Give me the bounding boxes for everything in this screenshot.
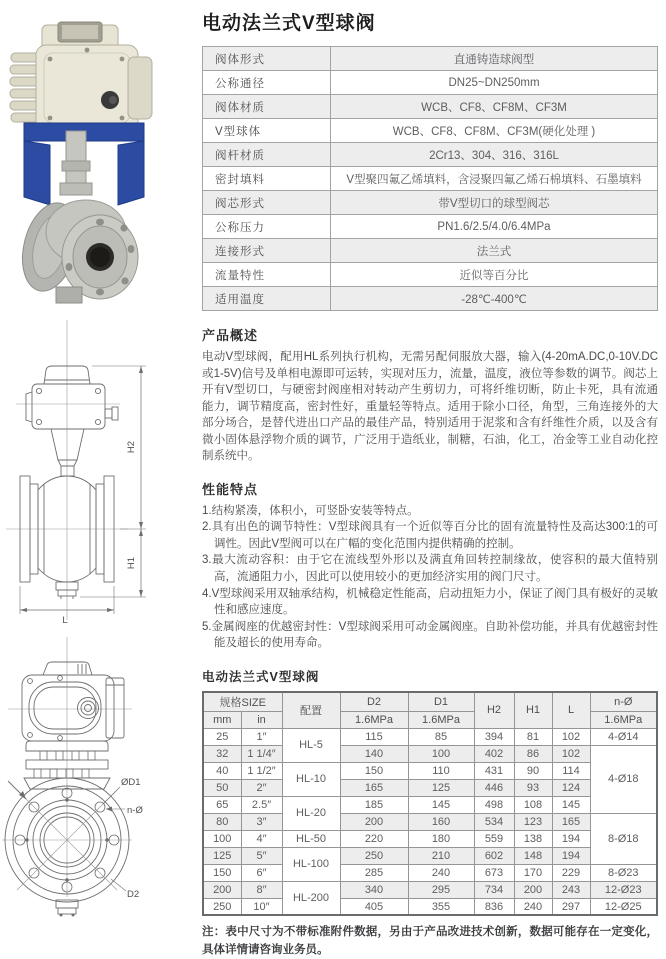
front-view-svg <box>0 312 196 628</box>
overview-section <box>202 325 658 465</box>
dim-n: 4-Ø18 <box>590 745 657 813</box>
spec-value: 带V型切口的球型阀芯 <box>331 191 658 215</box>
spec-label: 流量特性 <box>203 263 331 287</box>
spec-value: -28℃-400℃ <box>331 287 658 311</box>
dim-h2: 534 <box>474 813 514 830</box>
dimension-table <box>202 691 658 917</box>
dim-l: 145 <box>552 796 590 813</box>
dim-l: 229 <box>552 864 590 881</box>
dim-d1: 100 <box>408 745 474 762</box>
dim-in: 1″ <box>241 728 282 745</box>
dim-in: 8″ <box>241 881 282 898</box>
header-config: 配置 <box>282 692 340 729</box>
dim-h1: 123 <box>514 813 552 830</box>
dim-in: 1 1/4″ <box>241 745 282 762</box>
dim-d1: 110 <box>408 762 474 779</box>
dim-h1: 86 <box>514 745 552 762</box>
header-mm: mm <box>203 711 241 728</box>
spec-label: 阀芯形式 <box>203 191 331 215</box>
features-section <box>202 479 658 652</box>
dim-d1: 180 <box>408 830 474 847</box>
spec-value: 直通铸造球阀型 <box>331 47 658 71</box>
spec-value: 2Cr13、304、316、316L <box>331 143 658 167</box>
header-press-d1: 1.6MPa <box>408 711 474 728</box>
dim-in: 2.5″ <box>241 796 282 813</box>
dim-in: 10″ <box>241 898 282 915</box>
dim-d2: 165 <box>340 779 408 796</box>
dim-d2: 250 <box>340 847 408 864</box>
dim-h2: 402 <box>474 745 514 762</box>
dim-row <box>203 847 657 864</box>
dim-mm: 50 <box>203 779 241 796</box>
dim-in: 2″ <box>241 779 282 796</box>
spec-value: V型聚四氟乙烯填料，含浸聚四氟乙烯石棉填料、石墨填料 <box>331 167 658 191</box>
dim-l: 194 <box>552 847 590 864</box>
dim-row <box>203 881 657 898</box>
features-list <box>202 503 658 652</box>
l-dim-label: L <box>62 615 68 626</box>
dim-d1: 125 <box>408 779 474 796</box>
dim-row <box>203 796 657 813</box>
dim-l: 102 <box>552 728 590 745</box>
dim-h1: 200 <box>514 881 552 898</box>
dim-row <box>203 830 657 847</box>
dim-config: HL-100 <box>282 847 340 881</box>
dim-h2: 394 <box>474 728 514 745</box>
spec-row <box>203 191 658 215</box>
spec-row <box>203 71 658 95</box>
header-press-d2: 1.6MPa <box>340 711 408 728</box>
spec-label: 阀体形式 <box>203 47 331 71</box>
header-in: in <box>241 711 282 728</box>
dim-l: 114 <box>552 762 590 779</box>
dim-h1: 108 <box>514 796 552 813</box>
dim-in: 6″ <box>241 864 282 881</box>
dim-mm: 32 <box>203 745 241 762</box>
dim-h1: 81 <box>514 728 552 745</box>
spec-row <box>203 47 658 71</box>
dim-d2: 405 <box>340 898 408 915</box>
left-column <box>0 0 196 959</box>
spec-value: WCB、CF8、CF8M、CF3M <box>331 95 658 119</box>
dim-mm: 40 <box>203 762 241 779</box>
overview-heading: 产品概述 <box>202 328 259 343</box>
valve-photo-illustration <box>0 18 196 312</box>
feature-item: 5.金属阀座的优越密封性：V型球阀采用可动金属阀座。自助补偿功能，并具有优越密封性能及超长的使用寿命。 <box>202 620 658 650</box>
dim-n: 8-Ø18 <box>590 813 657 864</box>
spec-label: 适用温度 <box>203 287 331 311</box>
dim-mm: 65 <box>203 796 241 813</box>
dim-d2: 285 <box>340 864 408 881</box>
right-column <box>196 0 666 959</box>
dim-d1: 355 <box>408 898 474 915</box>
dim-mm: 80 <box>203 813 241 830</box>
dim-in: 3″ <box>241 813 282 830</box>
dim-d1: 240 <box>408 864 474 881</box>
spec-row <box>203 239 658 263</box>
h2-dim-label: H2 <box>126 440 137 454</box>
dim-l: 102 <box>552 745 590 762</box>
dim-h1: 93 <box>514 779 552 796</box>
spec-row <box>203 143 658 167</box>
header-l: L <box>552 692 590 729</box>
dim-row <box>203 779 657 796</box>
dim-d2: 340 <box>340 881 408 898</box>
feature-item: 3.最大流动容积：由于它在流线型外形以及满直角回转控制缘故，使容积的最大值特别高，流通阻力小，因此可以使用较小的更加经济实用的阀门尺寸。 <box>202 554 658 584</box>
feature-item: 2.具有出色的调节特性：V型球阀具有一个近似等百分比的固有流量特性及高达300:1的可调性。因此V型阀可以在广幅的变化范围内提供精确的控制。 <box>202 521 658 550</box>
header-h1: H1 <box>514 692 552 729</box>
spec-row <box>203 263 658 287</box>
spec-value: PN1.6/2.5/4.0/6.4MPa <box>331 215 658 239</box>
d1-dim-label: ØD1 <box>121 777 141 788</box>
spec-row <box>203 119 658 143</box>
dim-mm: 25 <box>203 728 241 745</box>
dim-l: 124 <box>552 779 590 796</box>
dim-l: 194 <box>552 830 590 847</box>
dim-h1: 148 <box>514 847 552 864</box>
dim-config: HL-20 <box>282 796 340 830</box>
dim-mm: 250 <box>203 898 241 915</box>
feature-item: 4.V型球阀采用双轴承结构，机械稳定性能高，启动扭矩力小，保证了阀门具有极好的灵敏性和感应速度。 <box>202 587 658 617</box>
spec-value: DN25~DN250mm <box>331 71 658 95</box>
spec-label: 阀体材质 <box>203 95 331 119</box>
dim-row <box>203 864 657 881</box>
dim-config: HL-5 <box>282 728 340 762</box>
dim-h2: 559 <box>474 830 514 847</box>
dim-d2: 220 <box>340 830 408 847</box>
dim-in: 4″ <box>241 830 282 847</box>
header-d1: D1 <box>408 692 474 712</box>
dim-mm: 125 <box>203 847 241 864</box>
page-title: 电动法兰式V型球阀 <box>202 13 376 34</box>
spec-label: 公称通径 <box>203 71 331 95</box>
front-view-drawing <box>0 312 196 628</box>
dim-mm: 150 <box>203 864 241 881</box>
dim-n: 8-Ø23 <box>590 864 657 881</box>
dim-n: 4-Ø14 <box>590 728 657 745</box>
dim-config: HL-10 <box>282 762 340 796</box>
spec-row <box>203 95 658 119</box>
flange-view-drawing <box>0 628 196 920</box>
spec-label: 阀杆材质 <box>203 143 331 167</box>
dim-h2: 602 <box>474 847 514 864</box>
dim-h2: 734 <box>474 881 514 898</box>
spec-row <box>203 287 658 311</box>
dim-l: 243 <box>552 881 590 898</box>
dim-row <box>203 745 657 762</box>
dim-h2: 498 <box>474 796 514 813</box>
spec-label: 密封填料 <box>203 167 331 191</box>
dim-h2: 836 <box>474 898 514 915</box>
footnote: 注：表中尺寸为不带标准附件数据，另由于产品改进技术创新，数据可能存在一定变化，具体详情请咨询业务员。 <box>202 926 658 956</box>
spec-label: 连接形式 <box>203 239 331 263</box>
dim-l: 165 <box>552 813 590 830</box>
dim-d1: 295 <box>408 881 474 898</box>
features-heading: 性能特点 <box>202 481 259 497</box>
spec-value: 法兰式 <box>331 239 658 263</box>
spec-label: 公称压力 <box>203 215 331 239</box>
n-dim-label: n-Ø <box>127 805 143 816</box>
flange-view-svg <box>0 628 196 920</box>
spec-value: 近似等百分比 <box>331 263 658 287</box>
dim-h1: 90 <box>514 762 552 779</box>
feature-item: 1.结构紧凑，体积小，可竖卧安装等特点。 <box>202 504 419 517</box>
dim-d2: 115 <box>340 728 408 745</box>
dim-d2: 150 <box>340 762 408 779</box>
spec-label: V型球体 <box>203 119 331 143</box>
header-h2: H2 <box>474 692 514 729</box>
dim-d1: 145 <box>408 796 474 813</box>
dim-d1: 210 <box>408 847 474 864</box>
dim-l: 297 <box>552 898 590 915</box>
dim-d2: 140 <box>340 745 408 762</box>
spec-value: WCB、CF8、CF8M、CF3M(硬化处理 ) <box>331 119 658 143</box>
dim-row <box>203 728 657 745</box>
spec-table <box>202 46 658 311</box>
dim-d2: 200 <box>340 813 408 830</box>
dim-header-row-1 <box>203 692 657 712</box>
overview-body: 电动V型球阀，配用HL系列执行机构，无需另配伺服放大器，输入(4-20mA.DC,0-10V.DC或1-5V)信号及单相电源即可运转，实现对压力，流量，温度，液位等参数的调节。阀芯上开有V型切口，与硬密封阀座相对转动产生剪切力，可将纤维切断，防止卡死，具有流通能力，调节精度高，密封性好，重量轻等特点。适用于除小口径，角型，三角连接外的大部分场合，是替代进出口产品的最佳产品，特别适用于泥浆和含有纤维性介质，以及含有微小固体悬浮物介质的调节，广泛用于造纸业，制糖，石油，化工，冶金等工业自动化控制系统中。 <box>202 351 658 463</box>
dim-h1: 138 <box>514 830 552 847</box>
dim-d1: 160 <box>408 813 474 830</box>
header-n: n-Ø <box>590 692 657 712</box>
dim-in: 5″ <box>241 847 282 864</box>
dim-h2: 446 <box>474 779 514 796</box>
dim-d2: 185 <box>340 796 408 813</box>
dim-row <box>203 813 657 830</box>
dim-n: 12-Ø25 <box>590 898 657 915</box>
dim-h2: 431 <box>474 762 514 779</box>
d2-dim-label: D2 <box>127 889 140 900</box>
dim-mm: 200 <box>203 881 241 898</box>
dim-mm: 100 <box>203 830 241 847</box>
dim-n: 12-Ø23 <box>590 881 657 898</box>
dim-h1: 240 <box>514 898 552 915</box>
dim-row <box>203 762 657 779</box>
product-photo <box>0 18 196 312</box>
dim-in: 1 1/2″ <box>241 762 282 779</box>
spec-row <box>203 167 658 191</box>
h1-dim-label: H1 <box>126 556 137 570</box>
dim-table-title: 电动法兰式V型球阀 <box>202 669 320 684</box>
dim-row <box>203 898 657 915</box>
spec-row <box>203 215 658 239</box>
dim-d1: 85 <box>408 728 474 745</box>
dim-h1: 170 <box>514 864 552 881</box>
header-d2: D2 <box>340 692 408 712</box>
dim-config: HL-50 <box>282 830 340 847</box>
header-press-n: 1.6MPa <box>590 711 657 728</box>
dim-h2: 673 <box>474 864 514 881</box>
dim-config: HL-200 <box>282 881 340 915</box>
header-size: 规格SIZE <box>203 692 282 712</box>
